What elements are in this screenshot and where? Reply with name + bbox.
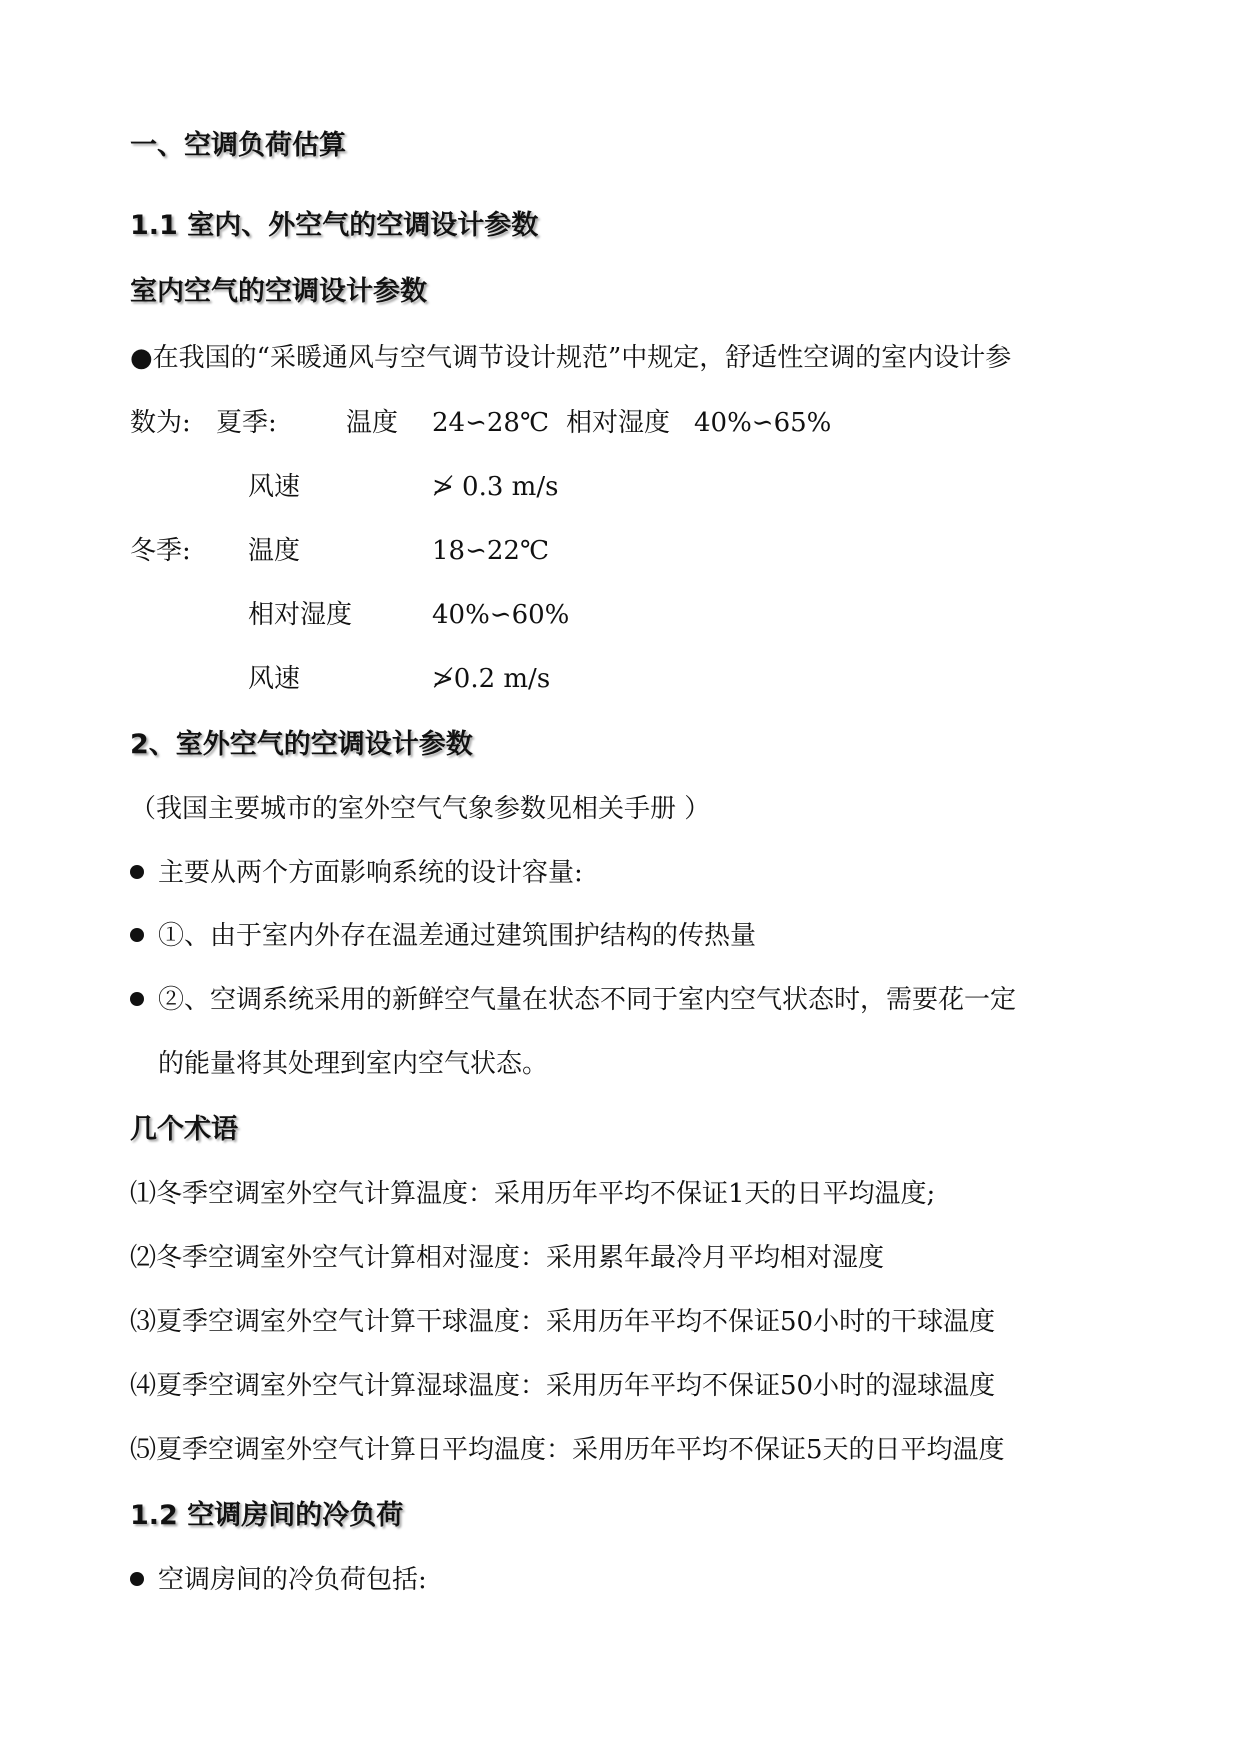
- bullet-icon: [130, 992, 144, 1006]
- list-item: [130, 918, 756, 954]
- section-heading-2: 2、室外空气的空调设计参数: [130, 729, 473, 760]
- intro-paragraph: ●在我国的“采暖通风与空气调节设计规范”中规定，舒适性空调的室内设计参: [130, 343, 1012, 373]
- section-heading-1: 一、空调负荷估算: [130, 130, 346, 161]
- list-item-text: 主要从两个方面影响系统的设计容量:: [158, 858, 583, 888]
- winter-wind-value: ≯0.2 m/s: [432, 664, 551, 694]
- winter-temp-label: 温度: [248, 536, 301, 566]
- list-item: [130, 1562, 427, 1598]
- section-heading-1-1: 1.1 室内、外空气的空调设计参数: [130, 210, 539, 241]
- subheading-indoor-params: 室内空气的空调设计参数: [130, 276, 427, 307]
- summer-temp-label: 温度: [346, 408, 399, 438]
- winter-wind-label: 风速: [248, 664, 301, 694]
- winter-temp-value: 18∽22℃: [432, 536, 550, 566]
- summer-wind-value: ≯ 0.3 m/s: [432, 472, 559, 502]
- winter-season-label: 冬季:: [130, 536, 191, 566]
- term-item: ⑸夏季空调室外空气计算日平均温度：采用历年平均不保证5天的日平均温度: [130, 1435, 1005, 1465]
- term-item: ⑵冬季空调室外空气计算相对湿度：采用累年最冷月平均相对湿度: [130, 1243, 885, 1273]
- summer-wind-label: 风速: [248, 472, 301, 502]
- summer-rh-label: 相对湿度: [566, 408, 671, 438]
- list-item: [130, 982, 1016, 1018]
- summer-rh-value: 40%∽65%: [694, 408, 832, 438]
- list-item-continuation: 的能量将其处理到室内空气状态。: [158, 1049, 549, 1079]
- bullet-icon: [130, 928, 144, 942]
- term-item: ⑶夏季空调室外空气计算干球温度：采用历年平均不保证50小时的干球温度: [130, 1307, 996, 1337]
- summer-season-label: 夏季:: [216, 408, 277, 438]
- bullet-icon: [130, 865, 144, 879]
- bullet-icon: [130, 1572, 144, 1586]
- list-item-text: ①、由于室内外存在温差通过建筑围护结构的传热量: [158, 921, 757, 951]
- summer-prefix: 数为:: [130, 408, 191, 438]
- subheading-terms: 几个术语: [130, 1114, 238, 1145]
- list-item: [130, 855, 583, 891]
- term-item: ⑴冬季空调室外空气计算温度：采用历年平均不保证1天的日平均温度;: [130, 1179, 936, 1209]
- section-heading-1-2: 1.2 空调房间的冷负荷: [130, 1500, 404, 1531]
- parenthetical-note: （我国主要城市的室外空气气象参数见相关手册 ）: [130, 794, 711, 824]
- winter-rh-label: 相对湿度: [248, 600, 353, 630]
- term-item: ⑷夏季空调室外空气计算湿球温度：采用历年平均不保证50小时的湿球温度: [130, 1371, 996, 1401]
- list-item-text: 空调房间的冷负荷包括:: [158, 1565, 427, 1595]
- list-item-text: ②、空调系统采用的新鲜空气量在状态不同于室内空气状态时，需要花一定: [158, 985, 1017, 1015]
- summer-temp-value: 24∽28℃: [432, 408, 550, 438]
- winter-rh-value: 40%∽60%: [432, 600, 570, 630]
